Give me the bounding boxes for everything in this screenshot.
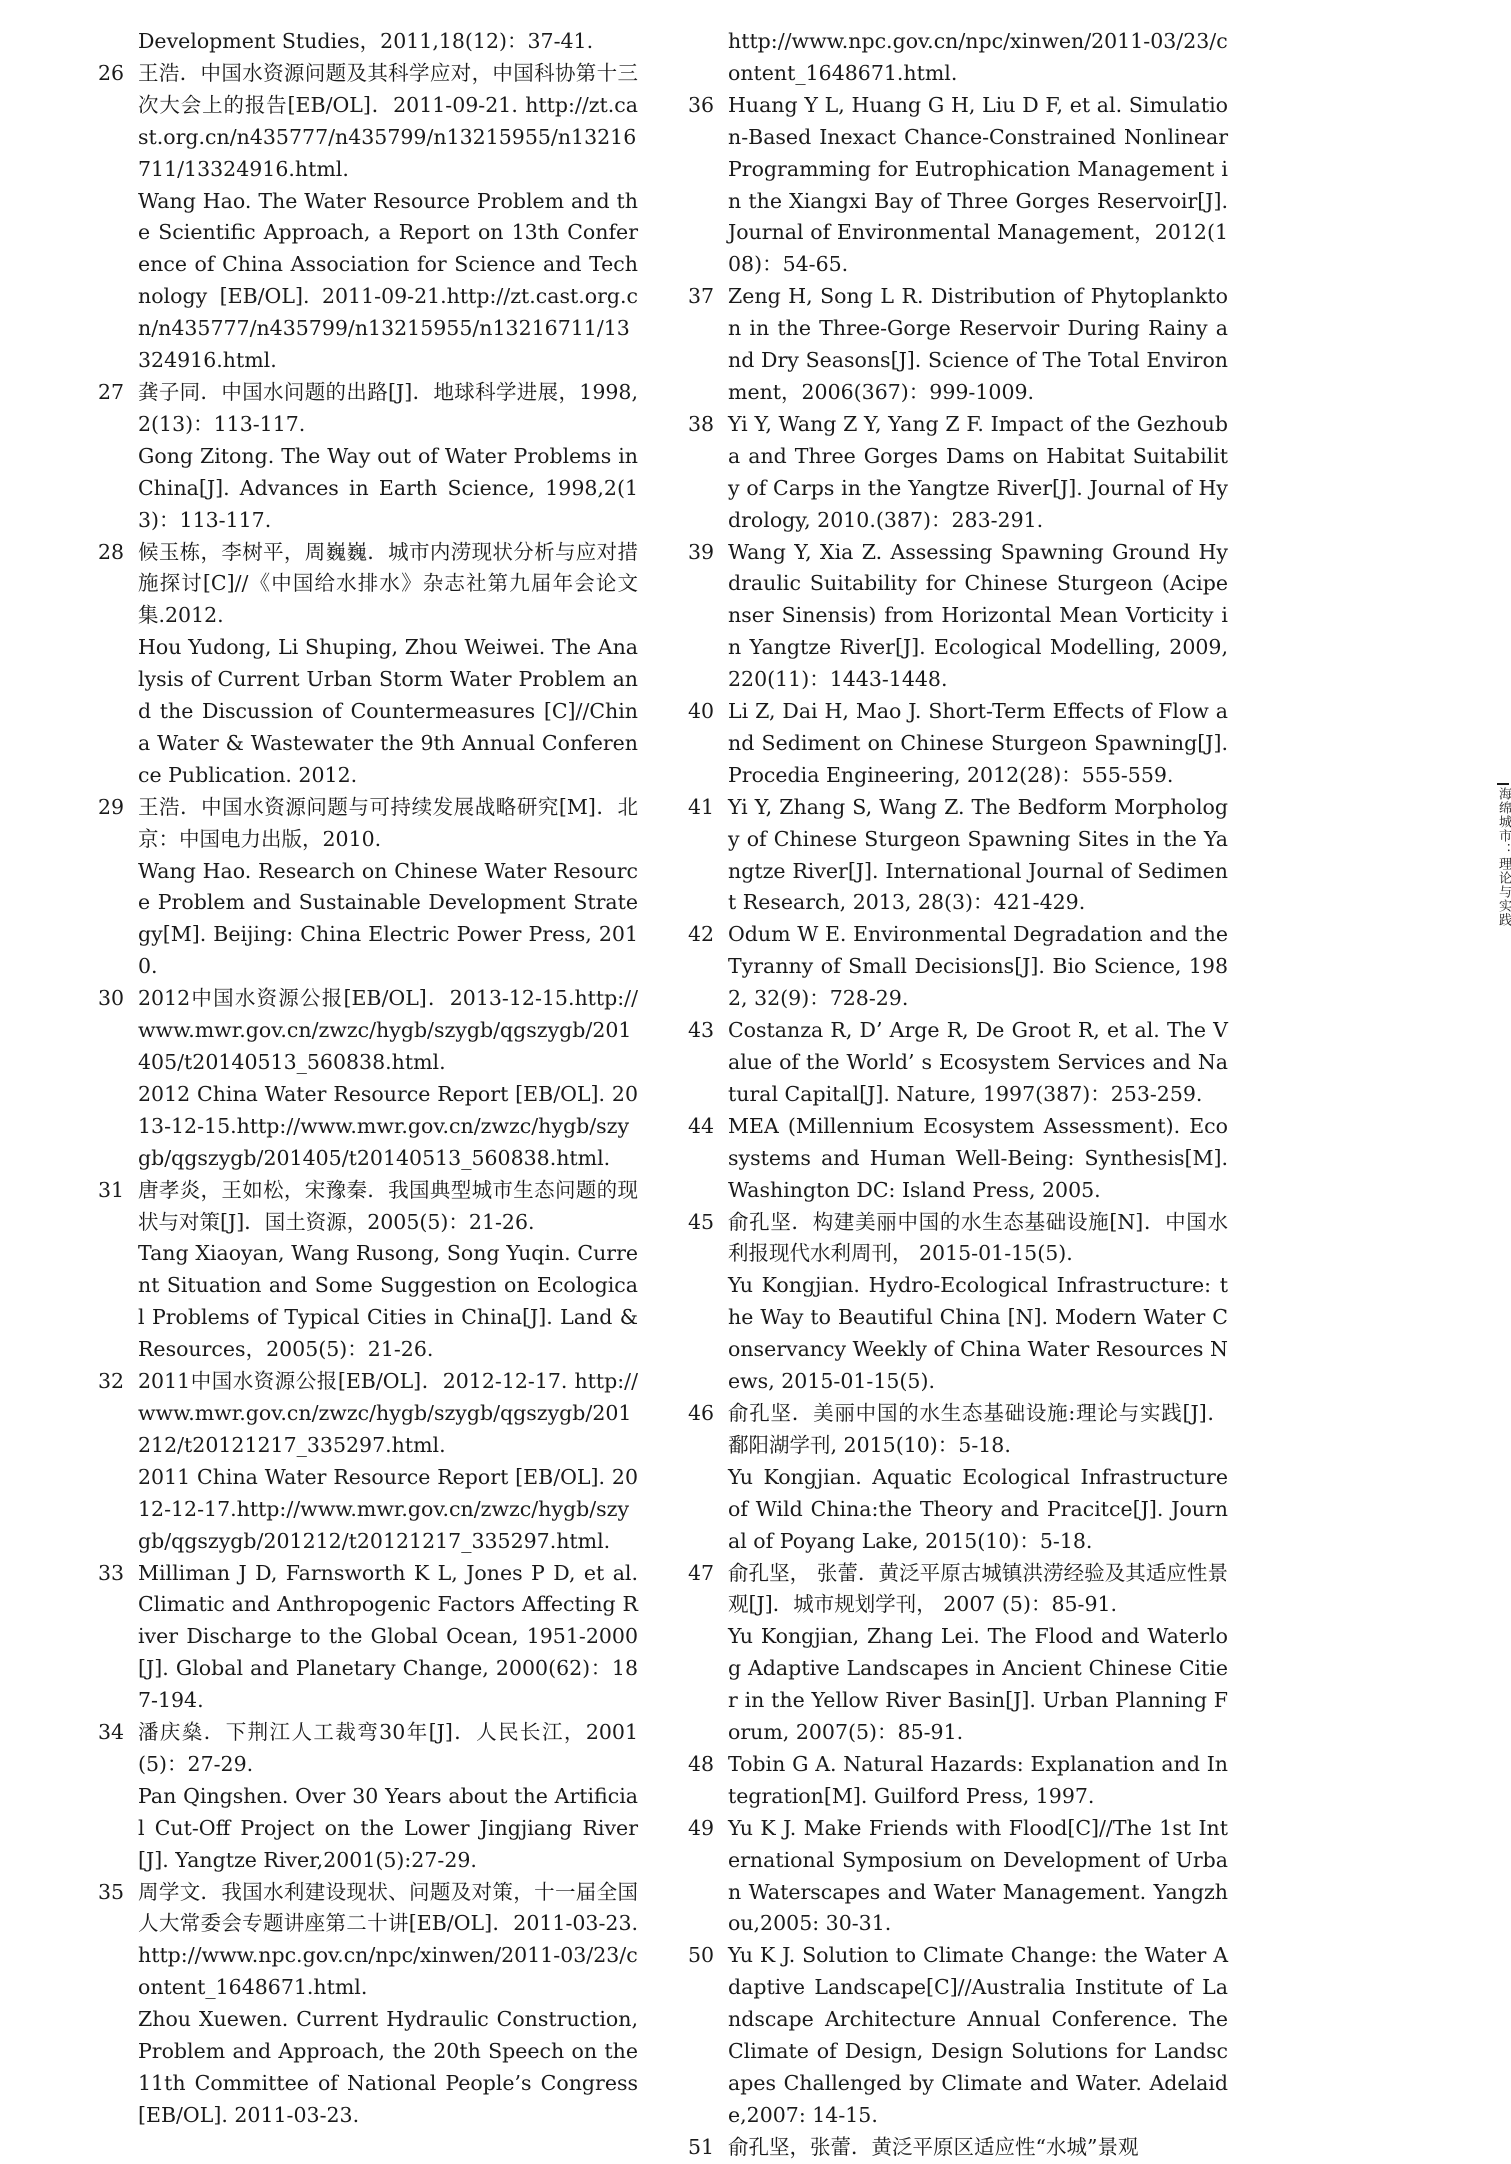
reference-text: Li Z, Dai H, Mao J. Short-Term Effects of Flow and Sediment on Chinese Sturgeon Spawning[J]. Procedia Engineering, 2012(28)：555-559.	[728, 699, 1228, 787]
reference-text: 2011中国水资源公报[EB/OL]．2012-12-17. http://www.mwr.gov.cn/zwzc/hygb/szygb/qgszygb/201212/t20121217_335297.html.	[138, 1369, 638, 1457]
reference-entry	[688, 1558, 1228, 1622]
reference-continuation	[688, 26, 1228, 90]
reference-entry	[98, 1366, 638, 1462]
reference-number: 39	[688, 539, 715, 564]
reference-text: 俞孔坚， 张蕾．黄泛平原古城镇洪涝经验及其适应性景观[J]．城市规划学刊， 2007 (5)：85-91.	[728, 1560, 1228, 1617]
reference-text: Yu K J. Make Friends with Flood[C]//The 1st International Symposium on Development of Urban Waterscapes and Water Management. Yangzhou,2005: 30-31.	[728, 1815, 1228, 1936]
reference-text: 俞孔坚．美丽中国的水生态基础设施:理论与实践[J]．鄱阳湖学刊, 2015(10)：5-18.	[728, 1400, 1228, 1457]
reference-text: Yu K J. Solution to Climate Change: the Water Adaptive Landscape[C]//Australia Institute of Landscape Architecture Annual Conference. The Climate of Design, Design Solutions for Landscapes Challenged by Climate and Water. Adelaide,2007: 14-15.	[728, 1943, 1228, 2127]
reference-number: 40	[688, 699, 715, 724]
reference-number: 51	[688, 2134, 715, 2159]
reference-number: 41	[688, 794, 715, 819]
reference-text: Huang Y L, Huang G H, Liu D F, et al. Simulation-Based Inexact Chance-Constrained Nonlinear Programming for Eutrophication Management in the Xiangxi Bay of Three Gorges Reservoir[J]. Journal of Environmental Management，2012(108)：54-65.	[728, 92, 1228, 277]
reference-text: 2012中国水资源公报[EB/OL]．2013-12-15.http://www.mwr.gov.cn/zwzc/hygb/szygb/qgszygb/201405/t20140513_560838.html.	[138, 986, 638, 1074]
reference-entry	[688, 90, 1228, 281]
reference-text: 王浩．中国水资源问题及其科学应对，中国科协第十三次大会上的报告[EB/OL]．2011-09-21. http://zt.cast.org.cn/n435777/n435799/n13215955/n13216711/13324916.html.	[138, 60, 638, 181]
reference-entry	[98, 792, 638, 856]
reference-entry	[688, 409, 1228, 537]
reference-number: 48	[688, 1751, 715, 1776]
reference-text: Costanza R, D’ Arge R, De Groot R, et al. The Value of the World’ s Ecosystem Services and Natural Capital[J]. Nature, 1997(387)：253-259.	[728, 1018, 1228, 1106]
reference-entry	[688, 1813, 1228, 1941]
reference-text: Hou Yudong, Li Shuping, Zhou Weiwei. The Analysis of Current Urban Storm Water Problem and the Discussion of Countermeasures [C]//China Water & Wastewater the 9th Annual Conference Publication. 2012.	[138, 635, 638, 787]
reference-text: Yi Y, Zhang S, Wang Z. The Bedform Morphology of Chinese Sturgeon Spawning Sites in the Yangtze River[J]. International Journal of Sediment Research, 2013, 28(3)：421-429.	[728, 794, 1228, 915]
reference-number: 30	[98, 986, 125, 1011]
reference-continuation	[98, 1462, 638, 1558]
reference-number: 46	[688, 1400, 715, 1425]
reference-number: 38	[688, 411, 715, 436]
reference-entry	[688, 281, 1228, 409]
references-right-column	[688, 26, 1228, 2164]
reference-text: Wang Hao. Research on Chinese Water Resource Problem and Sustainable Development Strategy[M]. Beijing: China Electric Power Press, 2010.	[138, 858, 638, 979]
reference-text: Odum W E. Environmental Degradation and the Tyranny of Small Decisions[J]. Bio Science, 1982, 32(9)：728-29.	[728, 922, 1228, 1011]
reference-text: MEA (Millennium Ecosystem Assessment). Ecosystems and Human Well-Being: Synthesis[M]. Washington DC: Island Press, 2005.	[728, 1113, 1228, 1202]
reference-continuation	[688, 1462, 1228, 1558]
reference-number: 29	[98, 794, 125, 819]
reference-entry	[688, 1015, 1228, 1111]
reference-number: 47	[688, 1560, 715, 1585]
reference-continuation	[98, 1079, 638, 1175]
side-tab-rule	[1497, 783, 1509, 785]
reference-number: 37	[688, 284, 715, 309]
reference-text: Yu Kongjian, Zhang Lei. The Flood and Waterlog Adaptive Landscapes in Ancient Chinese Citier in the Yellow River Basin[J]. Urban Planning Forum, 2007(5)：85-91.	[728, 1624, 1228, 1745]
reference-number: 27	[98, 379, 125, 404]
reference-text: Zeng H, Song L R. Distribution of Phytoplankton in the Three-Gorge Reservoir During Rainy and Dry Seasons[J]. Science of The Total Environment，2006(367)：999-1009.	[728, 284, 1228, 404]
reference-number: 33	[98, 1560, 125, 1585]
reference-text: 周学文．我国水利建设现状、问题及对策，十一届全国人大常委会专题讲座第二十讲[EB/OL]．2011-03-23. http://www.npc.gov.cn/npc/xinwen/2011-03/23/content_1648671.html.	[138, 1879, 638, 2000]
reference-entry	[688, 1940, 1228, 2131]
reference-text: Gong Zitong. The Way out of Water Problems in China[J]. Advances in Earth Science, 1998,2(13)：113-117.	[138, 443, 638, 532]
reference-entry	[98, 537, 638, 633]
reference-continuation	[98, 441, 638, 537]
reference-entry	[688, 792, 1228, 920]
reference-continuation	[98, 856, 638, 984]
reference-text: 潘庆燊．下荆江人工裁弯30年[J]．人民长江，2001(5)：27-29.	[138, 1720, 638, 1776]
reference-continuation	[98, 2004, 638, 2132]
reference-number: 28	[98, 539, 125, 564]
reference-number: 43	[688, 1018, 715, 1043]
reference-entry	[688, 696, 1228, 792]
reference-number: 36	[688, 92, 715, 117]
reference-text: Tobin G A. Natural Hazards: Explanation and Integration[M]. Guilford Press, 1997.	[728, 1751, 1228, 1808]
reference-text: 候玉栋，李树平，周巍巍．城市内涝现状分析与应对措施探讨[C]//《中国给水排水》杂志社第九届年会论文集.2012.	[138, 539, 638, 628]
reference-entry	[98, 1717, 638, 1781]
reference-entry	[688, 1398, 1228, 1462]
reference-text: http://www.npc.gov.cn/npc/xinwen/2011-03/23/content_1648671.html.	[728, 29, 1228, 85]
reference-text: 俞孔坚，张蕾．黄泛平原区适应性“水城”景观	[728, 2134, 1139, 2159]
reference-number: 42	[688, 922, 715, 947]
reference-text: Wang Y, Xia Z. Assessing Spawning Ground Hydraulic Suitability for Chinese Sturgeon (Acipenser Sinensis) from Horizontal Mean Vorticity in Yangtze River[J]. Ecological Modelling, 2009, 220(11)：1443-1448.	[728, 539, 1228, 692]
reference-text: Pan Qingshen. Over 30 Years about the Artificial Cut-Off Project on the Lower Jingjiang River[J]. Yangtze River,2001(5):27-29.	[138, 1783, 638, 1872]
reference-entry	[688, 1111, 1228, 1207]
reference-text: Zhou Xuewen. Current Hydraulic Construction, Problem and Approach, the 20th Speech on the 11th Committee of National People’s Congress [EB/OL]. 2011-03-23.	[138, 2007, 638, 2127]
reference-continuation	[98, 1781, 638, 1877]
reference-text: Tang Xiaoyan, Wang Rusong, Song Yuqin. Current Situation and Some Suggestion on Ecological Problems of Typical Cities in China[J]. Land & Resources，2005(5)：21-26.	[138, 1241, 638, 1362]
reference-text: 2012 China Water Resource Report [EB/OL]. 2013-12-15.http://www.mwr.gov.cn/zwzc/hygb/szygb/qgszygb/201405/t20140513_560838.html.	[138, 1081, 638, 1170]
reference-continuation	[98, 186, 638, 377]
reference-continuation	[98, 1238, 638, 1366]
reference-text: Yu Kongjian. Hydro-Ecological Infrastructure: the Way to Beautiful China [N]. Modern Water Conservancy Weekly of China Water Resources News, 2015-01-15(5).	[728, 1273, 1228, 1394]
reference-number: 45	[688, 1209, 715, 1234]
reference-entry	[688, 537, 1228, 697]
reference-number: 32	[98, 1369, 125, 1394]
reference-entry	[688, 1207, 1228, 1271]
reference-number: 49	[688, 1815, 715, 1840]
reference-entry	[98, 983, 638, 1079]
reference-continuation	[98, 632, 638, 792]
reference-text: Yu Kongjian. Aquatic Ecological Infrastructure of Wild China:the Theory and Pracitce[J]. Journal of Poyang Lake, 2015(10)：5-18.	[728, 1464, 1228, 1553]
reference-text: Wang Hao. The Water Resource Problem and the Scientific Approach, a Report on 13th Conference of China Association for Science and Technology [EB/OL]. 2011-09-21.http://zt.cast.org.cn/n435777/n435799/n13215955/n13216711/13324916.html.	[138, 188, 638, 373]
reference-number: 31	[98, 1177, 125, 1202]
reference-number: 34	[98, 1720, 125, 1745]
reference-entry	[688, 2132, 1228, 2164]
reference-number: 44	[688, 1113, 715, 1138]
reference-text: 俞孔坚．构建美丽中国的水生态基础设施[N]．中国水利报现代水利周刊， 2015-01-15(5).	[728, 1209, 1228, 1266]
reference-entry	[98, 1175, 638, 1239]
reference-number: 50	[688, 1943, 715, 1968]
reference-continuation	[688, 1621, 1228, 1749]
reference-entry	[98, 58, 638, 186]
side-running-title: 海绵城市：理论与实践	[1496, 787, 1511, 927]
reference-continuation	[98, 26, 638, 58]
reference-text: 龚子同．中国水问题的出路[J]．地球科学进展，1998,2(13)：113-117.	[138, 379, 638, 436]
reference-entry	[688, 1749, 1228, 1813]
reference-entry	[98, 377, 638, 441]
reference-entry	[98, 1877, 638, 2005]
reference-number: 35	[98, 1879, 125, 1904]
reference-continuation	[688, 1270, 1228, 1398]
reference-text: Milliman J D, Farnsworth K L, Jones P D, et al. Climatic and Anthropogenic Factors Affecting River Discharge to the Global Ocean, 1951-2000[J]. Global and Planetary Change, 2000(62)：187-194.	[138, 1560, 638, 1713]
reference-text: 2011 China Water Resource Report [EB/OL]. 2012-12-17.http://www.mwr.gov.cn/zwzc/hygb/szygb/qgszygb/201212/t20121217_335297.html.	[138, 1464, 638, 1553]
reference-text: 王浩．中国水资源问题与可持续发展战略研究[M]．北京：中国电力出版，2010.	[138, 794, 638, 851]
reference-text: Development Studies，2011,18(12)：37-41.	[138, 29, 594, 53]
reference-entry	[98, 1558, 638, 1718]
references-left-column	[98, 26, 638, 2132]
reference-text: 唐孝炎，王如松，宋豫秦．我国典型城市生态问题的现状与对策[J]．国土资源，2005(5)：21-26.	[138, 1177, 638, 1234]
reference-number: 26	[98, 60, 125, 85]
reference-entry	[688, 919, 1228, 1015]
reference-text: Yi Y, Wang Z Y, Yang Z F. Impact of the Gezhouba and Three Gorges Dams on Habitat Suitability of Carps in the Yangtze River[J]. Journal of Hydrology, 2010.(387)：283-291.	[728, 411, 1228, 532]
